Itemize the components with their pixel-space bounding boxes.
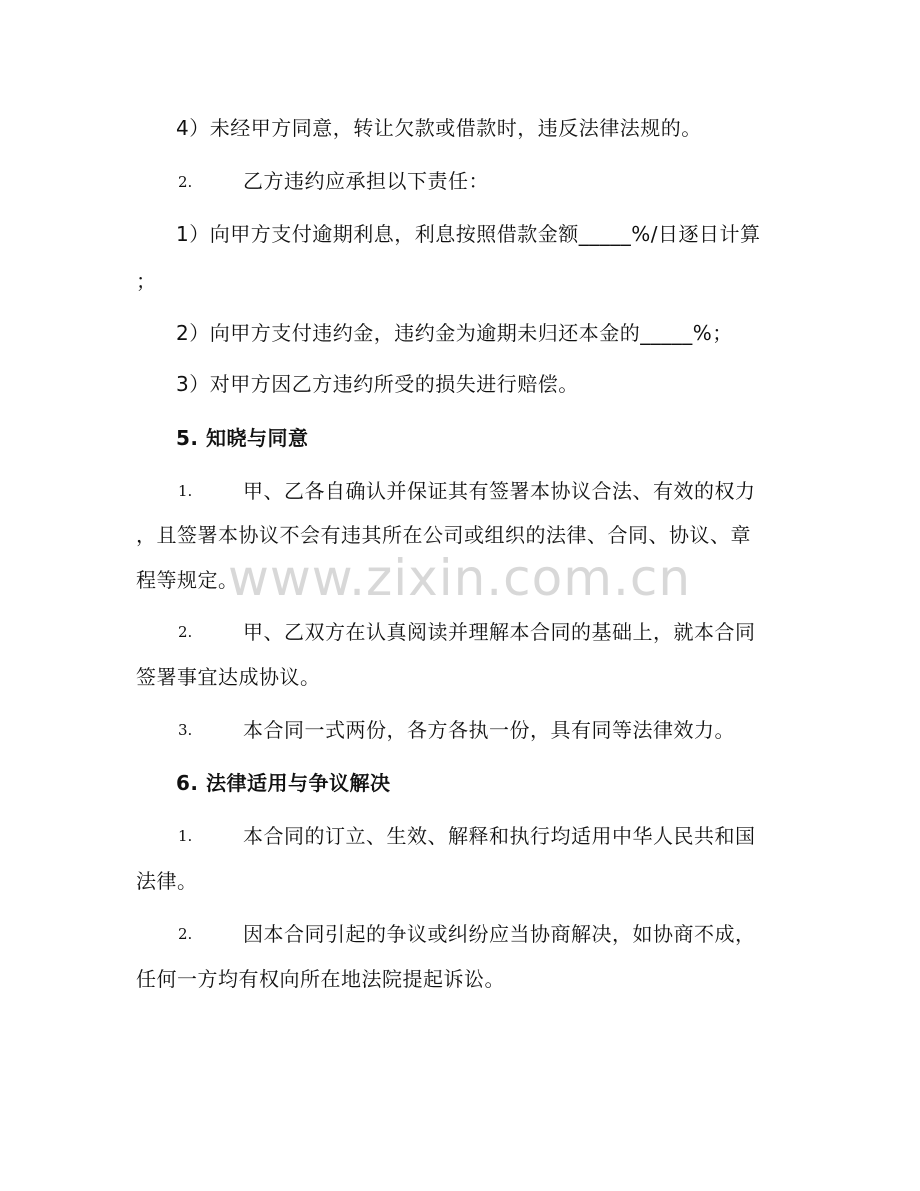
liability-item-3: 3）对甲方因乙方违约所受的损失进行赔偿。: [176, 372, 579, 396]
section-6-heading: 6. 法律适用与争议解决: [176, 771, 391, 795]
section-5-item-1-cont2: 程等规定。: [136, 568, 239, 592]
section-6-item-2-cont: 任何一方均有权向所在地法院提起诉讼。: [136, 967, 505, 991]
section-6-item-1-cont: 法律。: [136, 869, 198, 893]
watermark: www.zixin.com.cn: [228, 549, 692, 607]
liability-item-2: 2）向甲方支付违约金，违约金为逾期未归还本金的_____%；: [176, 321, 733, 345]
section-5-item-1-cont: ，且签署本协议不会有违其所在公司或组织的法律、合同、协议、章: [136, 523, 751, 547]
list-number: 2.: [178, 925, 193, 943]
section-5-item-3: 本合同一式两份，各方各执一份，具有同等法律效力。: [243, 718, 735, 742]
clause-4-2-text: 乙方违约应承担以下责任：: [243, 169, 489, 193]
list-number: 1.: [178, 482, 193, 500]
section-5-heading: 5. 知晓与同意: [176, 426, 309, 450]
section-5-item-2-cont: 签署事宜达成协议。: [136, 665, 321, 689]
section-5-item-2: 甲、乙双方在认真阅读并理解本合同的基础上，就本合同: [243, 620, 756, 644]
section-6-item-1: 本合同的订立、生效、解释和执行均适用中华人民共和国: [243, 824, 756, 848]
section-5-item-1: 甲、乙各自确认并保证其有签署本协议合法、有效的权力: [243, 479, 756, 503]
section-6-item-2: 因本合同引起的争议或纠纷应当协商解决，如协商不成，: [243, 922, 756, 946]
list-number: 3.: [178, 721, 193, 739]
liability-item-1-cont: ；: [136, 269, 157, 293]
list-number: 2.: [178, 623, 193, 641]
clause-4-item-4: 4）未经甲方同意，转让欠款或借款时，违反法律法规的。: [176, 116, 702, 140]
list-number: 1.: [178, 827, 193, 845]
list-number: 2.: [178, 173, 193, 191]
liability-item-1: 1）向甲方支付逾期利息，利息按照借款金额_____%/日逐日计算: [176, 222, 761, 246]
